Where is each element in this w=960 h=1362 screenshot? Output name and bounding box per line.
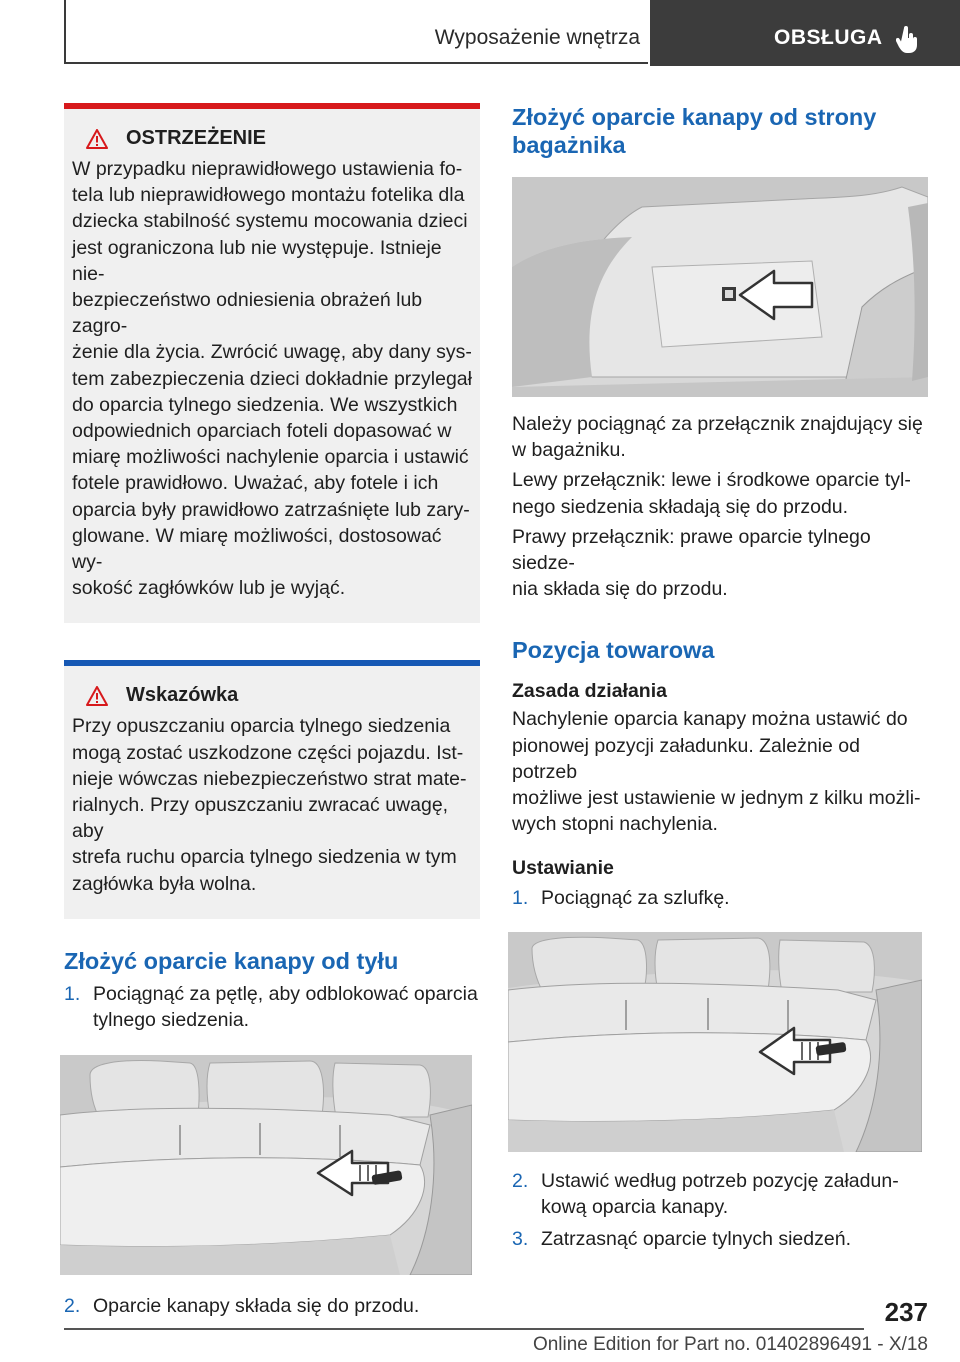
note-title-row bbox=[86, 684, 472, 707]
warning-line: żenie dla życia. Zwrócić uwagę, aby dany sys‐ bbox=[72, 341, 472, 364]
step-item bbox=[64, 981, 480, 1033]
step-item bbox=[512, 885, 928, 911]
step-text: Oparcie kanapy składa się do przodu. bbox=[93, 1295, 420, 1318]
step-item bbox=[512, 1226, 928, 1252]
step-line: kową oparcia kanapy. bbox=[541, 1195, 729, 1218]
note-line: Przy opuszczaniu oparcia tylnego siedzenia bbox=[72, 715, 451, 738]
step-item bbox=[64, 1293, 480, 1319]
para-line: w bagażniku. bbox=[512, 439, 626, 462]
warning-line: fotele prawidłowo. Uważać, aby fotele i ich bbox=[72, 472, 439, 495]
warning-line: oparcia były prawidłowo zatrzaśnięte lub zary‐ bbox=[72, 498, 470, 521]
para-line: pionowej pozycji załadunku. Zależnie od potrzeb bbox=[512, 734, 860, 783]
section-title-fold-from-rear: Złożyć oparcie kanapy od tyłu bbox=[64, 947, 399, 974]
section-title-cargo-position: Pozycja towarowa bbox=[512, 637, 715, 664]
warning-line: jest ograniczona lub nie występuje. Istnieje nie‐ bbox=[72, 236, 442, 285]
para-line: możliwe jest ustawienie w jednym z kilku możli‐ bbox=[512, 787, 921, 810]
note-line: zagłówka była wolna. bbox=[72, 872, 257, 895]
warning-line: sokość zagłówków lub je wyjąć. bbox=[72, 577, 346, 600]
para-line: Należy pociągnąć za przełącznik znajdujący się bbox=[512, 413, 923, 435]
step-text: Zatrzasnąć oparcie tylnych siedzeń. bbox=[541, 1228, 851, 1251]
illustration-trunk-switch bbox=[512, 177, 928, 397]
warning-triangle-icon bbox=[86, 129, 108, 149]
title-line: Złożyć oparcie kanapy od strony bbox=[512, 104, 877, 130]
para-line: Nachylenie oparcia kanapy można ustawić do bbox=[512, 708, 908, 731]
subheading-adjusting: Ustawianie bbox=[512, 857, 614, 880]
note-line: mogą zostać uszkodzone części pojazdu. Ist‐ bbox=[72, 741, 464, 764]
step-line: Ustawić według potrzeb pozycję załadun‐ bbox=[541, 1169, 899, 1192]
paragraph-right-switch bbox=[512, 524, 928, 603]
note-line: rialnych. Przy opuszczaniu zwracać uwagę, aby bbox=[72, 794, 449, 843]
paragraph-principle bbox=[512, 706, 928, 837]
page-number: 237 bbox=[884, 1297, 928, 1327]
header-chapter-tab bbox=[650, 0, 960, 66]
note-line: nieje wówczas niebezpieczeństwo strat mate‐ bbox=[72, 767, 467, 790]
section-title-fold-from-trunk bbox=[512, 103, 928, 159]
warning-line: do oparcia tylnego siedzenia. We wszystkich bbox=[72, 393, 458, 416]
warning-box bbox=[64, 103, 480, 623]
para-line: Prawy przełącznik: prawe oparcie tylnego siedze‐ bbox=[512, 525, 871, 575]
note-title: Wskazówka bbox=[126, 684, 239, 707]
warning-triangle-icon bbox=[86, 686, 108, 706]
note-text bbox=[72, 713, 472, 896]
step-text bbox=[541, 1168, 899, 1220]
right-column bbox=[512, 103, 928, 1252]
warning-line: dziecka stabilność systemu mocowania dzieci bbox=[72, 210, 468, 233]
step-line: tylnego siedzenia. bbox=[93, 1009, 250, 1032]
title-line: bagażnika bbox=[512, 132, 626, 158]
step-number: 1. bbox=[512, 887, 529, 910]
note-line: strefa ruchu oparcia tylnego siedzenia w tym bbox=[72, 846, 457, 869]
warning-line: tem zabezpieczenia dzieci dokładnie przylegał bbox=[72, 367, 472, 390]
step-number: 3. bbox=[512, 1228, 529, 1251]
left-column bbox=[64, 103, 480, 1319]
step-text: Pociągnąć za szlufkę. bbox=[541, 887, 730, 910]
illustration-seat-strap bbox=[508, 932, 922, 1152]
warning-line: glowane. W miarę możliwości, dostosować wy‐ bbox=[72, 524, 442, 574]
footer-rule bbox=[64, 1328, 864, 1330]
warning-line: W przypadku nieprawidłowego ustawienia fo‐ bbox=[72, 158, 463, 180]
warning-line: miarę możliwości nachylenie oparcia i ustawić bbox=[72, 446, 469, 469]
header-section-title: Wyposażenie wnętrza bbox=[434, 26, 640, 49]
header-left-rule bbox=[64, 0, 66, 64]
para-line: nego siedzenia składają się do przodu. bbox=[512, 495, 849, 518]
step-number: 2. bbox=[64, 1295, 81, 1318]
step-item bbox=[512, 1168, 928, 1220]
warning-title: OSTRZEŻENIE bbox=[126, 127, 267, 149]
step-number: 2. bbox=[512, 1169, 529, 1192]
illustration-rear-seat-loop bbox=[60, 1055, 472, 1275]
para-line: nia składa się do przodu. bbox=[512, 578, 728, 601]
step-text bbox=[93, 981, 478, 1033]
warning-text bbox=[72, 156, 472, 601]
para-line: wych stopni nachylenia. bbox=[512, 813, 718, 836]
warning-line: bezpieczeństwo odniesienia obrażeń lub zagro‐ bbox=[72, 289, 423, 338]
header-bottom-rule bbox=[64, 62, 648, 64]
paragraph-pull-switch bbox=[512, 411, 928, 463]
warning-title-row bbox=[86, 127, 472, 150]
header-chapter-label: OBSŁUGA bbox=[774, 26, 883, 49]
step-number: 1. bbox=[64, 982, 81, 1005]
note-box bbox=[64, 660, 480, 918]
footer-edition: Online Edition for Part no. 01402896491 - X/18 bbox=[532, 1334, 928, 1355]
warning-line: odpowiednich oparciach foteli dopasować w bbox=[72, 420, 452, 443]
warning-line: tela lub nieprawidłowego montażu fotelika dla bbox=[72, 184, 465, 207]
paragraph-left-switch bbox=[512, 467, 928, 519]
step-line: Pociągnąć za pętlę, aby odblokować oparcia bbox=[93, 982, 478, 1005]
subheading-principle: Zasada działania bbox=[512, 680, 667, 703]
para-line: Lewy przełącznik: lewe i środkowe oparcie tyl‐ bbox=[512, 469, 911, 492]
hand-pointer-icon bbox=[896, 26, 920, 54]
